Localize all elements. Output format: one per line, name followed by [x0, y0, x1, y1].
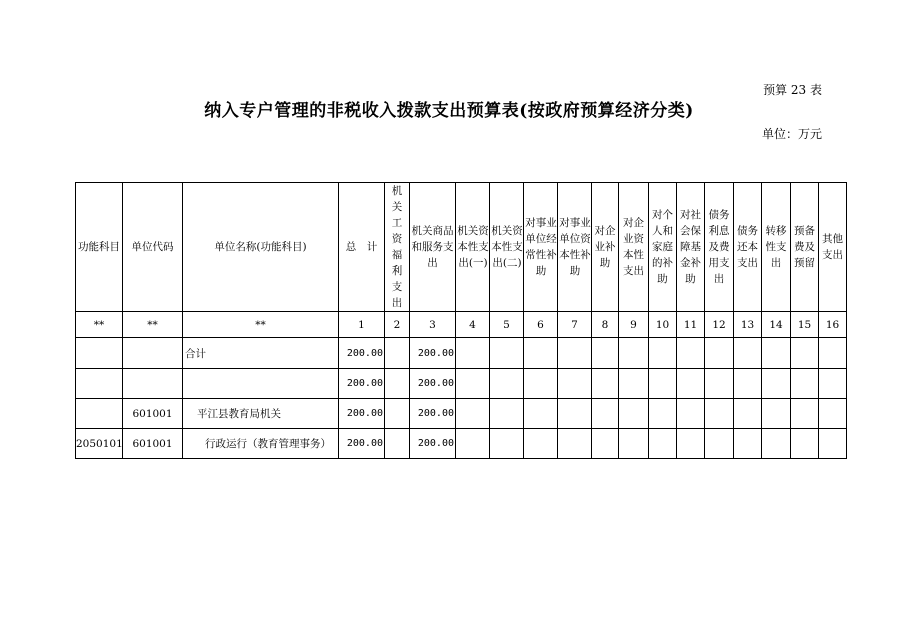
empty-cell	[677, 399, 705, 429]
index-cell: 1	[339, 312, 385, 338]
index-cell: 13	[734, 312, 762, 338]
empty-cell	[456, 429, 490, 459]
empty-cell	[791, 429, 819, 459]
header-c8	[592, 183, 619, 312]
index-cell: 14	[762, 312, 791, 338]
name-cell: 平江县教育局机关	[183, 399, 339, 429]
c2-cell	[385, 369, 410, 399]
table-row	[76, 429, 847, 459]
empty-cell	[705, 399, 734, 429]
header-c14-text: 转移性支出	[765, 225, 787, 269]
empty-cell	[762, 429, 791, 459]
header-c13-text: 债务还本支出	[737, 225, 758, 269]
empty-cell	[705, 429, 734, 459]
empty-cell	[592, 429, 619, 459]
empty-cell	[705, 369, 734, 399]
func-cell: 2050101	[76, 429, 123, 459]
empty-cell	[791, 369, 819, 399]
empty-cell	[558, 338, 592, 369]
empty-cell	[619, 429, 649, 459]
table-row	[76, 399, 847, 429]
empty-cell	[677, 369, 705, 399]
total-cell: 200.00	[339, 369, 385, 399]
empty-cell	[456, 338, 490, 369]
index-row	[76, 312, 847, 338]
index-cell: **	[76, 312, 123, 338]
index-cell: **	[123, 312, 183, 338]
header-c8-text: 对企业补助	[594, 225, 616, 269]
empty-cell	[490, 429, 524, 459]
page-title: 纳入专户管理的非税收入拨款支出预算表(按政府预算经济分类)	[204, 101, 694, 121]
empty-cell	[558, 399, 592, 429]
code-cell	[123, 369, 183, 399]
empty-cell	[819, 399, 847, 429]
index-cell: 10	[649, 312, 677, 338]
table-row	[76, 338, 847, 369]
c3-cell: 200.00	[410, 338, 456, 369]
empty-cell	[649, 429, 677, 459]
c2-cell	[385, 429, 410, 459]
empty-cell	[558, 429, 592, 459]
empty-cell	[456, 369, 490, 399]
index-cell: 8	[592, 312, 619, 338]
index-cell: 6	[524, 312, 558, 338]
header-c9-text: 对企业资本性支出	[623, 217, 644, 277]
empty-cell	[819, 429, 847, 459]
header-c12-text: 债务利息及费用支出	[708, 209, 730, 285]
empty-cell	[490, 399, 524, 429]
empty-cell	[592, 369, 619, 399]
func-cell	[76, 369, 123, 399]
header-c9	[619, 183, 649, 312]
index-cell: 15	[791, 312, 819, 338]
table-row	[76, 369, 847, 399]
header-c6	[524, 183, 558, 312]
empty-cell	[791, 338, 819, 369]
name-cell: 合计	[183, 338, 339, 369]
empty-cell	[619, 338, 649, 369]
header-c10	[649, 183, 677, 312]
budget-table	[75, 182, 847, 459]
header-c2	[385, 183, 410, 312]
empty-cell	[524, 369, 558, 399]
empty-cell	[677, 429, 705, 459]
header-c7-text: 对事业单位资本性补助	[559, 217, 591, 277]
index-cell: 2	[385, 312, 410, 338]
header-c6-text: 对事业单位经常性补助	[525, 217, 557, 277]
header-c5-text: 机关资本性支出(二)	[491, 225, 523, 269]
index-cell: 7	[558, 312, 592, 338]
empty-cell	[456, 399, 490, 429]
header-c15-text: 预备费及预留	[794, 225, 815, 269]
empty-cell	[649, 399, 677, 429]
func-cell	[76, 338, 123, 369]
empty-cell	[762, 399, 791, 429]
header-code: 单位代码	[123, 183, 183, 312]
empty-cell	[734, 429, 762, 459]
index-cell: 11	[677, 312, 705, 338]
empty-cell	[705, 338, 734, 369]
index-cell: 5	[490, 312, 524, 338]
empty-cell	[649, 338, 677, 369]
empty-cell	[791, 399, 819, 429]
index-cell: 3	[410, 312, 456, 338]
empty-cell	[649, 369, 677, 399]
header-c13	[734, 183, 762, 312]
header-c11	[677, 183, 705, 312]
header-name: 单位名称(功能科目)	[183, 183, 339, 312]
empty-cell	[734, 399, 762, 429]
header-c7	[558, 183, 592, 312]
header-c11-text: 对社会保障基金补助	[680, 209, 701, 285]
table-number: 预算 23 表	[763, 83, 822, 97]
empty-cell	[677, 338, 705, 369]
header-row	[76, 183, 847, 312]
empty-cell	[558, 369, 592, 399]
empty-cell	[734, 369, 762, 399]
index-cell: 4	[456, 312, 490, 338]
code-cell: 601001	[123, 429, 183, 459]
empty-cell	[619, 369, 649, 399]
empty-cell	[734, 338, 762, 369]
index-cell: 12	[705, 312, 734, 338]
header-c4	[456, 183, 490, 312]
header-c5	[490, 183, 524, 312]
header-c16	[819, 183, 847, 312]
header-c16-text: 其他支出	[822, 233, 843, 261]
empty-cell	[592, 338, 619, 369]
c3-cell: 200.00	[410, 429, 456, 459]
code-cell: 601001	[123, 399, 183, 429]
c3-cell: 200.00	[410, 369, 456, 399]
empty-cell	[490, 369, 524, 399]
header-c10-text: 对个人和家庭的补助	[652, 209, 673, 285]
header-func: 功能科目	[76, 183, 123, 312]
index-cell: 16	[819, 312, 847, 338]
total-cell: 200.00	[339, 429, 385, 459]
empty-cell	[524, 338, 558, 369]
header-c3-text: 机关商品和服务支出	[411, 225, 454, 269]
empty-cell	[524, 429, 558, 459]
code-cell	[123, 338, 183, 369]
c2-cell	[385, 338, 410, 369]
c2-cell	[385, 399, 410, 429]
index-cell: 9	[619, 312, 649, 338]
empty-cell	[592, 399, 619, 429]
empty-cell	[762, 338, 791, 369]
header-c3	[410, 183, 456, 312]
total-cell: 200.00	[339, 399, 385, 429]
header-c15	[791, 183, 819, 312]
unit-label: 单位：万元	[761, 127, 822, 141]
name-cell	[183, 369, 339, 399]
index-cell: **	[183, 312, 339, 338]
empty-cell	[490, 338, 524, 369]
func-cell	[76, 399, 123, 429]
total-cell: 200.00	[339, 338, 385, 369]
header-c14	[762, 183, 791, 312]
empty-cell	[819, 338, 847, 369]
empty-cell	[524, 399, 558, 429]
empty-cell	[762, 369, 791, 399]
header-c4-text: 机关资本性支出(一)	[457, 225, 489, 269]
header-total: 总 计	[339, 183, 385, 312]
header-c12	[705, 183, 734, 312]
empty-cell	[619, 399, 649, 429]
empty-cell	[819, 369, 847, 399]
header-c2-text: 机关工资福利支出	[391, 185, 403, 309]
name-cell: 行政运行（教育管理事务）	[183, 429, 339, 459]
c3-cell: 200.00	[410, 399, 456, 429]
